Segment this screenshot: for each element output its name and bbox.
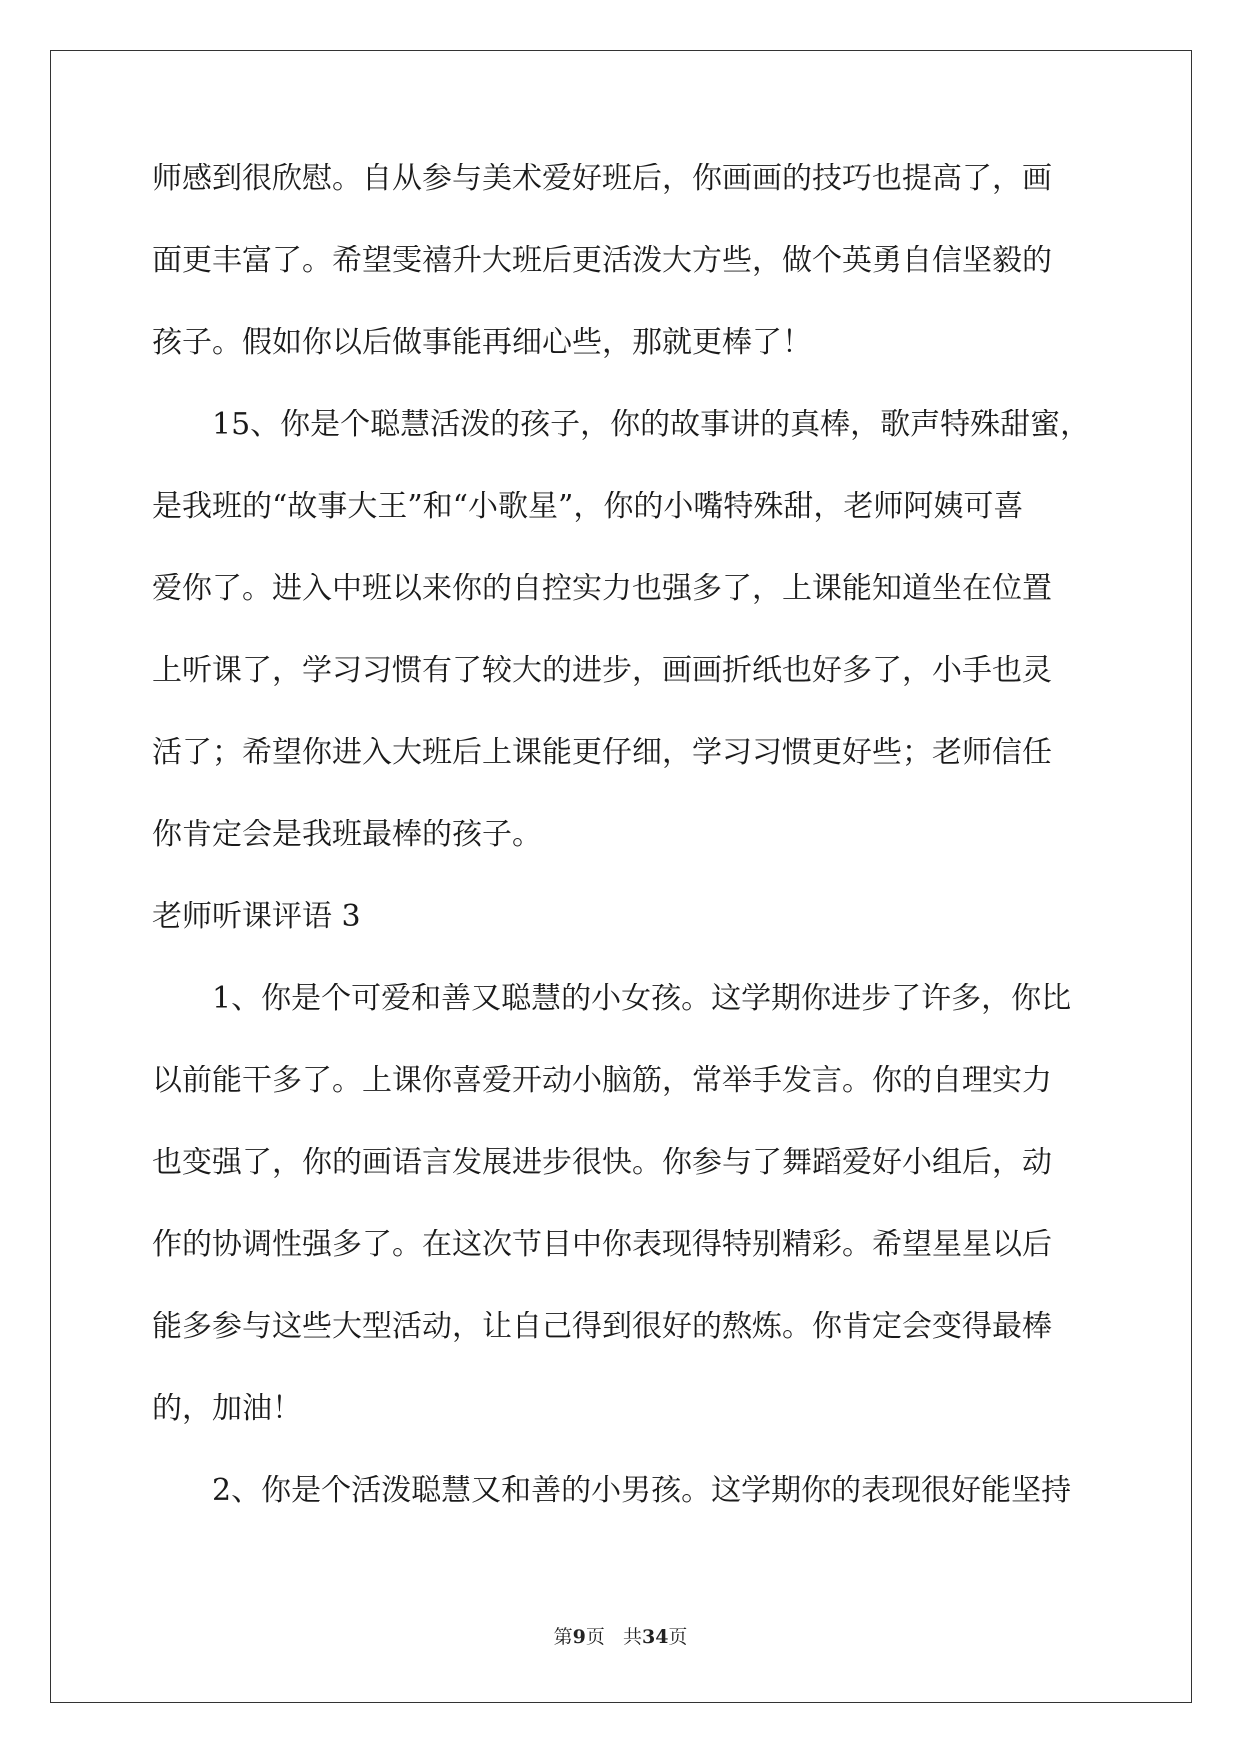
text-line: 作的协调性强多了。在这次节目中你表现得特别精彩。希望星星以后 xyxy=(152,1229,1052,1262)
footer-total-suffix: 页 xyxy=(668,1626,688,1648)
text-line: 上听课了，学习习惯有了较大的进步，画画折纸也好多了，小手也灵 xyxy=(152,655,1052,688)
footer-page-suffix: 页 xyxy=(585,1626,605,1648)
total-pages: 34 xyxy=(641,1626,669,1648)
text-line: 是我班的“故事大王”和“小歌星”，你的小嘴特殊甜，老师阿姨可喜 xyxy=(152,491,1024,524)
text-line: 师感到很欣慰。自从参与美术爱好班后，你画画的技巧也提高了，画 xyxy=(152,163,1052,196)
text-line: 以前能干多了。上课你喜爱开动小脑筋，常举手发言。你的自理实力 xyxy=(152,1065,1052,1098)
section-heading: 老师听课评语 3 xyxy=(152,901,361,934)
text-line: 15、你是个聪慧活泼的孩子，你的故事讲的真棒，歌声特殊甜蜜， xyxy=(152,409,1091,442)
text-line: 你肯定会是我班最棒的孩子。 xyxy=(152,819,542,852)
text-line: 也变强了，你的画语言发展进步很快。你参与了舞蹈爱好小组后，动 xyxy=(152,1147,1052,1180)
text-line: 爱你了。进入中班以来你的自控实力也强多了，上课能知道坐在位置 xyxy=(152,573,1052,606)
text-line: 1、你是个可爱和善又聪慧的小女孩。这学期你进步了许多，你比 xyxy=(152,983,1072,1016)
footer-prefix: 第 xyxy=(553,1626,573,1648)
text-line: 2、你是个活泼聪慧又和善的小男孩。这学期你的表现很好能坚持 xyxy=(152,1475,1072,1508)
page-number: 9 xyxy=(572,1626,586,1648)
text-line: 的，加油！ xyxy=(152,1393,302,1426)
document-body xyxy=(152,163,1097,1557)
page-footer xyxy=(0,1622,1241,1649)
text-line: 孩子。假如你以后做事能再细心些，那就更棒了！ xyxy=(152,327,812,360)
text-line: 能多参与这些大型活动，让自己得到很好的熬炼。你肯定会变得最棒 xyxy=(152,1311,1052,1344)
footer-total-prefix: 共 xyxy=(622,1626,642,1648)
text-line: 活了；希望你进入大班后上课能更仔细，学习习惯更好些；老师信任 xyxy=(152,737,1052,770)
text-line: 面更丰富了。希望雯禧升大班后更活泼大方些，做个英勇自信坚毅的 xyxy=(152,245,1052,278)
